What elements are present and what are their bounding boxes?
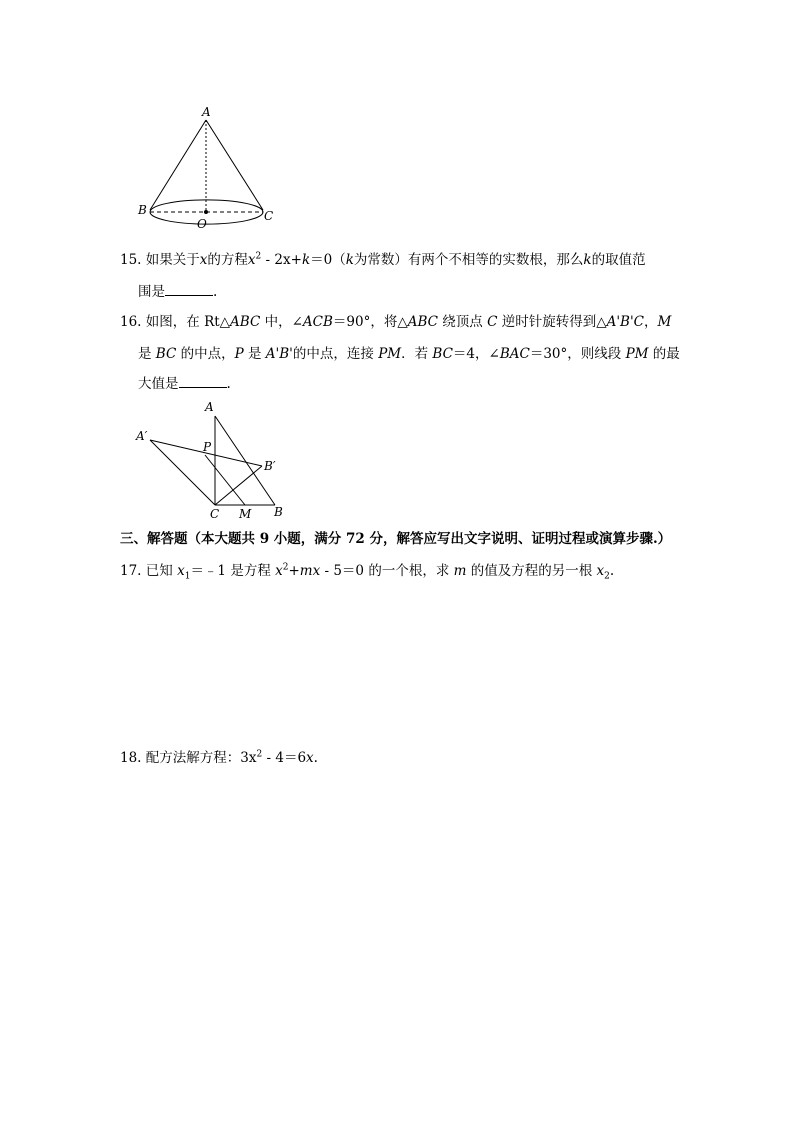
- q16-number: 16.: [120, 314, 142, 330]
- q15-line2: 围是 .: [138, 284, 218, 300]
- label-b-prime: B′: [264, 459, 276, 473]
- q16-line1: 16. 如图，在 Rt△ABC 中，∠ACB＝90°，将△ABC 绕顶点 C 逆时针旋转得到△A'B'C，M: [120, 314, 672, 330]
- q16-line2: 是 BC 的中点，P 是 A'B'的中点，连接 PM．若 BC＝4，∠BAC＝30°，则线段 PM 的最: [138, 346, 680, 362]
- section3-title: 三、解答题（本大题共 9 小题，满分 72 分，解答应写出文字说明、证明过程或演算步骤.）: [120, 531, 672, 547]
- segment-b-prime-c: [215, 466, 262, 505]
- answer-blank[interactable]: [179, 375, 227, 388]
- label-o: O: [197, 217, 207, 231]
- rotation-figure: [132, 398, 292, 522]
- q16-line3: 大值是 .: [138, 376, 231, 392]
- q15-number: 15.: [120, 252, 142, 268]
- label-p: P: [203, 440, 212, 454]
- q17-line: 17. 已知 $x_1=﹣1$ 是方程 $x^2+mx - 5=0$ 的一个根，求 m 的值及方程的另一根 $x_2$.: [120, 562, 615, 582]
- cone-right-edge: [206, 120, 263, 210]
- label-b: B: [274, 505, 283, 519]
- q17-number: 17.: [120, 563, 142, 579]
- cone-figure: [130, 104, 290, 234]
- label-c: C: [264, 209, 274, 223]
- segment-pm: [205, 455, 245, 505]
- q18-number: 18.: [120, 750, 142, 766]
- label-m: M: [239, 507, 252, 521]
- label-a: A: [202, 105, 211, 119]
- q18-line: 18. 配方法解方程：$3x^2 - 4=6x$.: [120, 749, 318, 766]
- label-b: B: [138, 203, 147, 217]
- answer-blank[interactable]: [165, 283, 213, 296]
- label-a-prime: A′: [136, 429, 148, 443]
- cone-left-edge: [150, 120, 206, 210]
- label-a: A: [205, 400, 214, 414]
- label-c: C: [210, 507, 220, 521]
- q15-line1: 15. 如果关于x的方程$x^2 - 2x+k=0(k$为常数）有两个不相等的实数根，那么k的取值范: [120, 251, 646, 268]
- center-point: [204, 210, 208, 214]
